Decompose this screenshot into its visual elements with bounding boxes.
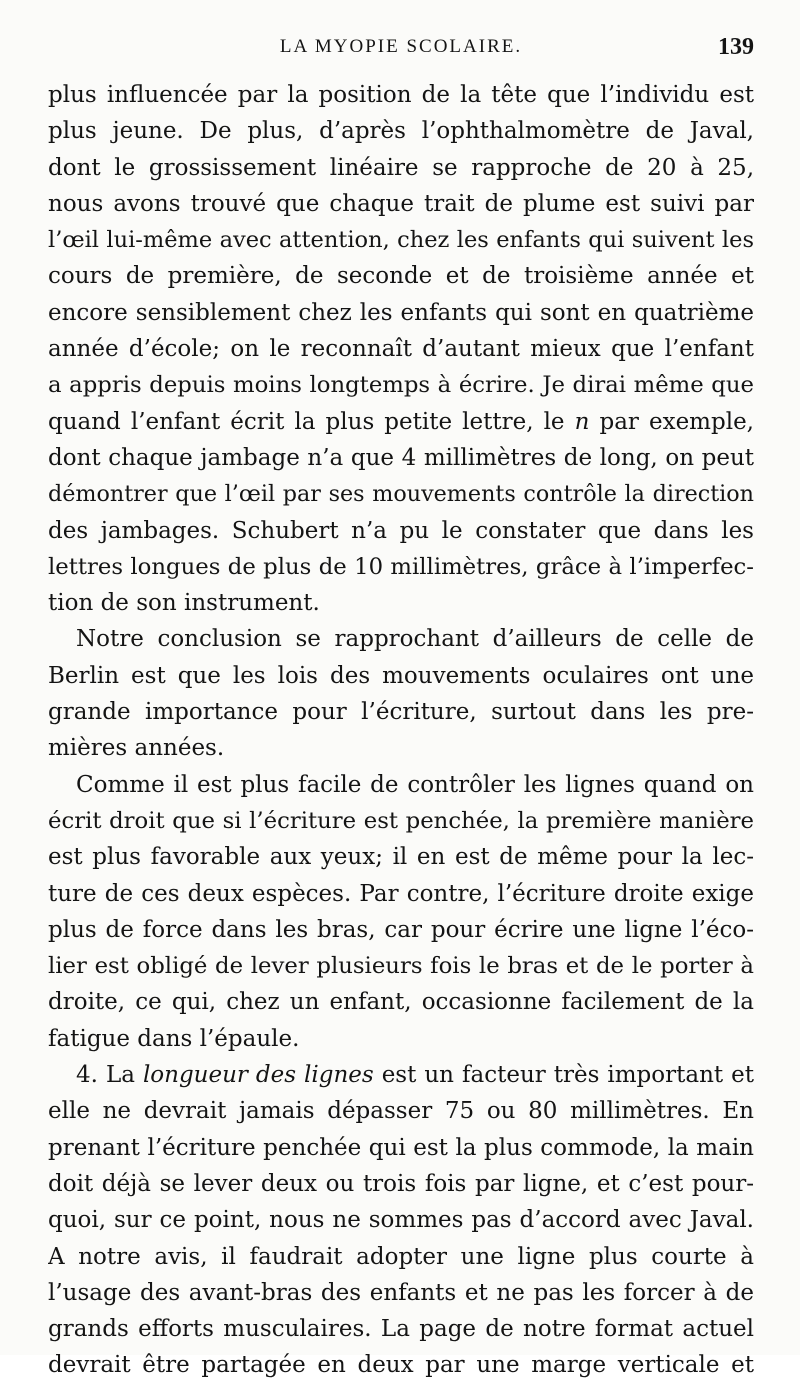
- text-line: [48, 367, 754, 403]
- text-line: [48, 295, 754, 331]
- text-line: [48, 440, 754, 476]
- text-line: [48, 984, 754, 1020]
- italic-text-segment: n: [574, 408, 590, 435]
- text-segment: plus de force dans les bras, car pour écrire une ligne l’éco-: [48, 916, 754, 943]
- text-segment: mières années.: [48, 735, 225, 762]
- text-segment: Comme il est plus facile de contrôler les lignes quand on: [76, 771, 754, 798]
- running-title: LA MYOPIE SCOLAIRE.: [279, 36, 523, 57]
- text-segment: lettres longues de plus de 10 millimètres, grâce à l’imperfec-: [48, 553, 754, 580]
- text-line: [48, 150, 754, 186]
- text-line: [48, 186, 754, 222]
- text-line: [48, 1275, 754, 1311]
- text-line: [48, 1347, 754, 1383]
- text-segment: quand l’enfant écrit la plus petite lettre, le: [48, 408, 575, 435]
- text-segment: ture de ces deux espèces. Par contre, l’écriture droite exige: [48, 880, 754, 907]
- text-segment: Berlin est que les lois des mouvements oculaires ont une: [48, 662, 754, 689]
- text-line: [48, 1239, 754, 1275]
- text-line: [48, 1021, 754, 1057]
- text-segment: grands efforts musculaires. La page de notre format actuel: [48, 1316, 754, 1343]
- text-line: [48, 331, 754, 367]
- text-segment: année d’école; on le reconnaît d’autant mieux que l’enfant: [48, 336, 754, 363]
- italic-text-segment: longueur des lignes: [142, 1062, 374, 1089]
- text-line: [48, 585, 754, 621]
- text-line: [48, 476, 754, 512]
- running-header: [48, 34, 754, 62]
- text-line: [48, 404, 754, 440]
- text-segment: A notre avis, il faudrait adopter une ligne plus courte à: [48, 1243, 754, 1270]
- text-line: [48, 1202, 754, 1238]
- text-line: [48, 222, 754, 258]
- text-segment: plus jeune. De plus, d’après l’ophthalmomètre de Javal,: [48, 118, 754, 145]
- text-segment: quoi, sur ce point, nous ne sommes pas d’accord avec Javal.: [48, 1207, 754, 1234]
- text-segment: dont le grossissement linéaire se rapproche de 20 à 25,: [48, 154, 754, 181]
- text-segment: 4. La: [76, 1062, 143, 1089]
- text-segment: lier est obligé de lever plusieurs fois le bras et de le porter à: [48, 953, 754, 980]
- text-segment: devrait être partagée en deux par une marge verticale et: [48, 1352, 754, 1379]
- text-segment: démontrer que l’œil par ses mouvements contrôle la direction: [48, 481, 754, 508]
- text-line: [48, 948, 754, 984]
- text-segment: Notre conclusion se rapprochant d’ailleurs de celle de: [76, 626, 754, 653]
- text-segment: encore sensiblement chez les enfants qui sont en quatrième: [48, 299, 754, 326]
- text-segment: droite, ce qui, chez un enfant, occasionne facilement de la: [48, 989, 754, 1016]
- page-number: 139: [718, 34, 754, 60]
- text-segment: par exemple,: [589, 408, 754, 435]
- text-segment: grande importance pour l’écriture, surtout dans les pre-: [48, 699, 754, 726]
- text-segment: nous avons trouvé que chaque trait de plume est suivi par: [48, 190, 754, 217]
- text-line: [48, 730, 754, 766]
- text-segment: écrit droit que si l’écriture est penchée, la première manière: [48, 807, 754, 834]
- text-segment: fatigue dans l’épaule.: [48, 1025, 300, 1052]
- paragraph-first-line: [48, 767, 754, 803]
- text-segment: dont chaque jambage n’a que 4 millimètres de long, on peut: [48, 444, 754, 471]
- text-line: [48, 1130, 754, 1166]
- text-line: [48, 1093, 754, 1129]
- text-segment: cours de première, de seconde et de troisième année et: [48, 263, 754, 290]
- text-segment: prenant l’écriture penchée qui est la plus commode, la main: [48, 1134, 754, 1161]
- text-segment: est plus favorable aux yeux; il en est de même pour la lec-: [48, 844, 754, 871]
- text-line: [48, 658, 754, 694]
- paragraph-first-line: [48, 1057, 754, 1093]
- text-line: [48, 77, 754, 113]
- text-line: [48, 912, 754, 948]
- text-segment: elle ne devrait jamais dépasser 75 ou 80 millimètres. En: [48, 1098, 754, 1125]
- text-segment: a appris depuis moins longtemps à écrire. Je dirai même que: [48, 372, 754, 399]
- text-segment: l’usage des avant-bras des enfants et ne pas les forcer à de: [48, 1279, 754, 1306]
- body-text: [48, 77, 754, 1384]
- text-line: [48, 258, 754, 294]
- text-segment: est un facteur très important et: [373, 1062, 754, 1089]
- text-segment: des jambages. Schubert n’a pu le constater que dans les: [48, 517, 754, 544]
- text-segment: plus influencée par la position de la tête que l’individu est: [48, 82, 754, 108]
- text-line: [48, 513, 754, 549]
- text-line: [48, 694, 754, 730]
- text-line: [48, 876, 754, 912]
- text-line: [48, 839, 754, 875]
- text-segment: tion de son instrument.: [48, 590, 320, 617]
- paragraph-first-line: [48, 621, 754, 657]
- text-segment: l’œil lui-même avec attention, chez les enfants qui suivent les: [48, 227, 754, 254]
- text-segment: doit déjà se lever deux ou trois fois par ligne, et c’est pour-: [48, 1170, 754, 1197]
- text-line: [48, 1311, 754, 1347]
- text-line: [48, 113, 754, 149]
- text-line: [48, 549, 754, 585]
- text-line: [48, 1166, 754, 1202]
- text-line: [48, 803, 754, 839]
